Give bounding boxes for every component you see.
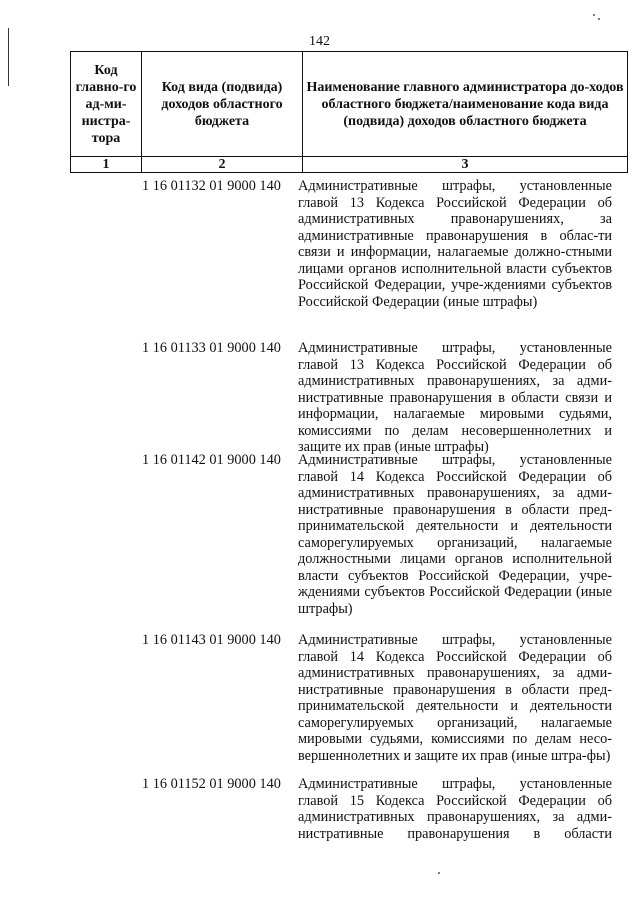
header-admin-code: Код главно-го ад-ми-нистра-тора	[71, 52, 142, 157]
income-code: 1 16 01142 01 9000 140	[142, 452, 281, 468]
header-name: Наименование главного администратора до-ходов областного бюджета/наименование кода вида (подвида) доходов областного бюджета	[303, 52, 628, 157]
page-number: 142	[309, 34, 330, 49]
scan-speck	[593, 14, 595, 16]
income-description: Административные штрафы, установленные главой 13 Кодекса Российской Федерации об административных правонарушениях, за адми-нистративные правонарушения в области связи и информации, налагаемые мировыми судьями, комиссиями по делам несовершеннолетних и защите их прав (иные штрафы)	[298, 340, 612, 455]
header-income-code: Код вида (подвида) доходов областного бюджета	[142, 52, 303, 157]
scan-speck	[438, 872, 440, 874]
income-code: 1 16 01133 01 9000 140	[142, 340, 281, 356]
header-column-number: 3	[303, 157, 628, 173]
income-description: Административные штрафы, установленные главой 14 Кодекса Российской Федерации об административных правонарушениях, за адми-нистративные правонарушения в области пред-принимательской деятельности и деятельности саморегулируемых организаций, налагаемые мировыми судьями, комиссиями по делам несо-вершеннолетних и защите их прав (иные штра-фы)	[298, 632, 612, 764]
header-column-number: 1	[71, 157, 142, 173]
income-description: Административные штрафы, установленные главой 14 Кодекса Российской Федерации об административных правонарушениях, за адми-нистративные правонарушения в области пред-принимательской деятельности и деятельности саморегулируемых организаций, налагаемые должностными лицами органов исполнительной власти субъектов Российской Федерации, учре-ждениями субъектов Российской Федерации (иные штрафы)	[298, 452, 612, 617]
header-column-number: 2	[142, 157, 303, 173]
table-header	[70, 51, 628, 173]
income-code: 1 16 01132 01 9000 140	[142, 178, 281, 194]
income-code: 1 16 01152 01 9000 140	[142, 776, 281, 792]
income-description: Административные штрафы, установленные главой 13 Кодекса Российской Федерации об административных правонарушениях, за административные правонарушения в облас-ти связи и информации, налагаемые должно-стными лицами органов исполнительной власти субъектов Российской Федерации, учре-ждениями субъектов Российской Федерации (иные штрафы)	[298, 178, 612, 310]
income-description: Административные штрафы, установленные главой 15 Кодекса Российской Федерации об административных правонарушениях, за адми-нистративные правонарушения в области	[298, 776, 612, 842]
income-code: 1 16 01143 01 9000 140	[142, 632, 281, 648]
scan-speck	[598, 18, 600, 20]
